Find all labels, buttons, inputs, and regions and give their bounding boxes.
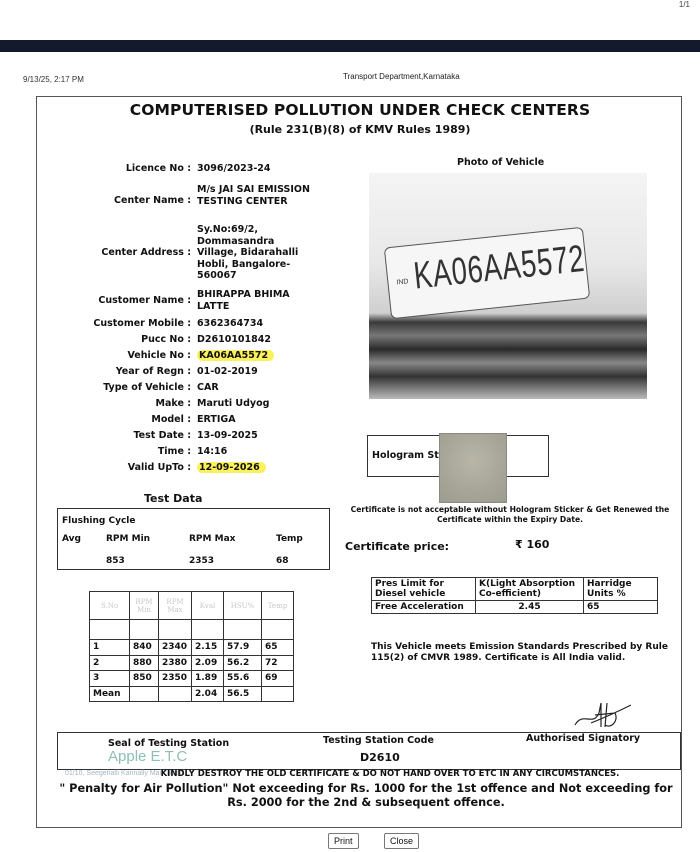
flushing-temp: 68 bbox=[276, 556, 289, 566]
field-label: Valid UpTo : bbox=[127, 462, 191, 473]
field-label: Time : bbox=[157, 446, 191, 457]
flushing-header: Avg bbox=[62, 534, 81, 544]
field-value: BHIRAPPA BHIMA LATTE bbox=[197, 289, 290, 312]
field-center-address bbox=[37, 224, 367, 282]
cell: 55.6 bbox=[224, 671, 262, 687]
limit-header: K(Light Absorption Co-efficient) bbox=[476, 578, 584, 601]
field-value: M/s JAI SAI EMISSION TESTING CENTER bbox=[197, 184, 310, 207]
field-label: Customer Name : bbox=[98, 295, 191, 306]
cell: 880 bbox=[130, 655, 159, 671]
number-plate bbox=[384, 227, 590, 320]
close-button[interactable]: Close bbox=[384, 833, 419, 849]
limit-header-row bbox=[372, 578, 658, 601]
station-code-label: Testing Station Code bbox=[323, 735, 434, 746]
cell: 1.89 bbox=[192, 671, 224, 687]
seal-stamp: Apple E.T.C bbox=[108, 748, 188, 765]
cell: 2.09 bbox=[192, 655, 224, 671]
column-header: S.No bbox=[90, 592, 130, 620]
certificate-subtitle: (Rule 231(B)(8) of KMV Rules 1989) bbox=[249, 123, 471, 136]
cell bbox=[262, 686, 294, 702]
field-customer-name bbox=[37, 289, 367, 312]
field-make bbox=[37, 398, 367, 410]
field-time bbox=[37, 446, 367, 458]
column-header: RPM Min bbox=[130, 592, 159, 620]
field-licence-no bbox=[37, 163, 367, 175]
field-label: Center Address : bbox=[101, 247, 191, 258]
hsu-value: 65 bbox=[584, 601, 658, 614]
field-value: KA06AA5572 bbox=[197, 350, 274, 361]
field-label: Licence No : bbox=[125, 163, 191, 174]
hologram-notice: Certificate is not acceptable without Hologram Sticker & Get Renewed the Certificate within the Expiry Date. bbox=[350, 505, 670, 524]
hologram-sticker bbox=[439, 433, 507, 503]
cell: 2350 bbox=[159, 671, 192, 687]
cell: 72 bbox=[262, 655, 294, 671]
cell: 2340 bbox=[159, 640, 192, 656]
field-label: Vehicle No : bbox=[127, 350, 191, 361]
compliance-text: This Vehicle meets Emission Standards Prescribed by Rule 115(2) of CMVR 1989. Certificate is All India valid. bbox=[371, 642, 668, 663]
cell: 69 bbox=[262, 671, 294, 687]
certificate-title: COMPUTERISED POLLUTION UNDER CHECK CENTERS bbox=[129, 101, 591, 119]
flushing-header: Temp bbox=[276, 534, 303, 544]
cell: 65 bbox=[262, 640, 294, 656]
table-row bbox=[90, 671, 294, 687]
field-customer-mobile bbox=[37, 318, 367, 330]
emission-limit-table bbox=[371, 577, 658, 614]
limit-header: Pres Limit for Diesel vehicle bbox=[372, 578, 476, 601]
field-test-date bbox=[37, 430, 367, 442]
cell: 57.9 bbox=[224, 640, 262, 656]
field-value: CAR bbox=[197, 382, 219, 393]
field-label: Make : bbox=[155, 398, 191, 409]
cell: 56.2 bbox=[224, 655, 262, 671]
price-value: ₹ 160 bbox=[515, 538, 550, 551]
field-label: Customer Mobile : bbox=[93, 318, 191, 329]
cell: 2.15 bbox=[192, 640, 224, 656]
cell: 2380 bbox=[159, 655, 192, 671]
authorised-signatory-label: Authorised Signatory bbox=[526, 733, 641, 744]
table-row-blank bbox=[90, 620, 294, 640]
field-model bbox=[37, 414, 367, 426]
flushing-rpm-min: 853 bbox=[106, 556, 125, 566]
field-value: 6362364734 bbox=[197, 318, 264, 329]
field-value: Maruti Udyog bbox=[197, 398, 270, 409]
limit-row bbox=[372, 601, 658, 614]
field-vehicle-no bbox=[37, 350, 367, 362]
cell: 2.04 bbox=[192, 686, 224, 702]
table-row bbox=[90, 640, 294, 656]
field-label: Year of Regn : bbox=[115, 366, 191, 377]
field-label: Test Date : bbox=[133, 430, 191, 441]
column-header: Temp bbox=[262, 592, 294, 620]
column-header: Kval bbox=[192, 592, 224, 620]
cell bbox=[159, 686, 192, 702]
cell: 840 bbox=[130, 640, 159, 656]
field-pucc-no bbox=[37, 334, 367, 346]
field-type-of-vehicle bbox=[37, 382, 367, 394]
column-header: RPM Max bbox=[159, 592, 192, 620]
table-row-mean bbox=[90, 686, 294, 702]
test-runs-table bbox=[89, 591, 294, 702]
field-center-name bbox=[37, 184, 367, 207]
field-value: 13-09-2025 bbox=[197, 430, 258, 441]
field-year-of-regn bbox=[37, 366, 367, 378]
test-data-title: Test Data bbox=[144, 492, 203, 505]
column-header: HSU% bbox=[224, 592, 262, 620]
top-band bbox=[0, 40, 700, 52]
flushing-title: Flushing Cycle bbox=[62, 516, 136, 526]
field-value: 3096/2023-24 bbox=[197, 163, 271, 174]
field-value: D2610101842 bbox=[197, 334, 271, 345]
flushing-cycle-box bbox=[57, 508, 330, 570]
cell: 1 bbox=[90, 640, 130, 656]
field-value: 14:16 bbox=[197, 446, 228, 457]
table-row bbox=[90, 655, 294, 671]
cell: 56.5 bbox=[224, 686, 262, 702]
limit-header: Harridge Units % bbox=[584, 578, 658, 601]
signature-icon bbox=[571, 701, 631, 731]
field-label: Type of Vehicle : bbox=[103, 382, 191, 393]
destroy-notice: KINDLY DESTROY THE OLD CERTIFICATE & DO NOT HAND OVER TO ETC IN ANY CIRCUMSTANCES. bbox=[160, 769, 620, 779]
seal-label: Seal of Testing Station bbox=[108, 738, 230, 749]
penalty-notice: " Penalty for Air Pollution" Not exceeding for Rs. 1000 for the 1st offence and Not exceeding for Rs. 2000 for the 2nd & subsequent offence. bbox=[59, 782, 673, 809]
stamp-address: 01/10, Seegehalli Kannally Main Road bbox=[65, 770, 184, 777]
limit-row-label: Free Acceleration bbox=[372, 601, 476, 614]
flushing-header: RPM Max bbox=[189, 534, 236, 544]
plate-number: KA06AA5572 bbox=[411, 237, 587, 298]
page-header: Transport Department,Karnataka bbox=[343, 72, 460, 81]
field-label: Pucc No : bbox=[141, 334, 191, 345]
k-value: 2.45 bbox=[476, 601, 584, 614]
field-value: ERTIGA bbox=[197, 414, 236, 425]
cell bbox=[130, 686, 159, 702]
price-label: Certificate price: bbox=[345, 540, 450, 553]
field-value: 01-02-2019 bbox=[197, 366, 258, 377]
field-label: Model : bbox=[151, 414, 191, 425]
print-timestamp: 9/13/25, 2:17 PM bbox=[23, 75, 84, 84]
table-header-row bbox=[90, 592, 294, 620]
cell: Mean bbox=[90, 686, 130, 702]
print-button[interactable]: Print bbox=[328, 833, 359, 849]
field-label: Center Name : bbox=[114, 195, 191, 206]
photo-label: Photo of Vehicle bbox=[457, 157, 545, 168]
flushing-header: RPM Min bbox=[106, 534, 151, 544]
flushing-rpm-max: 2353 bbox=[189, 556, 215, 566]
field-value: Sy.No:69/2, Dommasandra Village, Bidarahalli Hobli, Bangalore-560067 bbox=[197, 224, 299, 281]
cell: 850 bbox=[130, 671, 159, 687]
field-value: 12-09-2026 bbox=[197, 462, 266, 473]
station-code: D2610 bbox=[360, 751, 400, 764]
cell: 3 bbox=[90, 671, 130, 687]
vehicle-photo bbox=[369, 173, 647, 399]
cell: 2 bbox=[90, 655, 130, 671]
hologram-label: Hologram St bbox=[372, 450, 439, 461]
signature-section bbox=[57, 732, 681, 770]
field-valid-upto bbox=[37, 462, 367, 474]
page-indicator: 1/1 bbox=[678, 0, 690, 9]
pucc-certificate bbox=[36, 96, 682, 828]
plate-prefix: IND bbox=[396, 278, 409, 287]
